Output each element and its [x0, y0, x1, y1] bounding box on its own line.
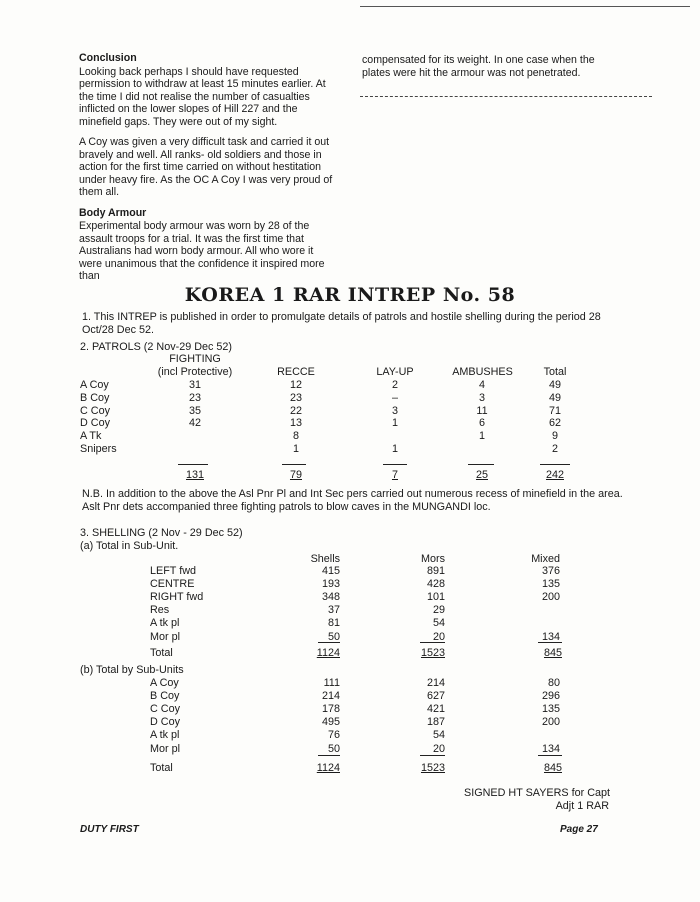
shelling-row-unit: C Coy	[150, 703, 180, 716]
total-layup: 7	[391, 469, 398, 481]
patrol-row-total: 62	[548, 417, 561, 430]
shelling-row-mors: 29	[432, 604, 445, 617]
col-fighting: FIGHTING	[169, 353, 221, 365]
patrol-row-unit: B Coy	[80, 391, 110, 404]
col-ambushes: AMBUSHES	[452, 366, 513, 378]
total-shells-b: 1124	[316, 762, 340, 774]
shelling-row-shells: 50	[327, 630, 340, 643]
patrol-row-unit: D Coy	[80, 417, 110, 430]
body-armour-paragraph: Experimental body armour was worn by 28 of the assault troops for a trial. It was the first time that Australians had worn body armour. All who wore it were unanimous that the confidence it inspired more than	[79, 220, 325, 282]
total-mixed-b: 845	[543, 762, 562, 774]
patrol-row-layup: 1	[391, 443, 398, 455]
patrol-row-ambush: 3	[478, 391, 485, 404]
shelling-row-mixed: 134	[541, 630, 560, 643]
shelling-row-mors: 54	[432, 729, 445, 742]
section-divider	[360, 96, 652, 97]
col-layup: LAY-UP	[376, 366, 414, 378]
total-ambushes: 25	[475, 469, 488, 481]
patrol-row-recce: 23	[289, 391, 302, 404]
rule-mixed-b	[538, 755, 562, 756]
shelling-row-mors: 187	[426, 716, 445, 729]
patrol-row-layup: 3	[391, 404, 398, 417]
shelling-row-unit: B Coy	[150, 690, 180, 703]
shelling-row-unit: Mor pl	[150, 630, 180, 643]
col-shells: Shells	[310, 553, 340, 565]
shelling-row-mixed: 296	[541, 690, 560, 703]
shelling-row-mixed: 135	[541, 578, 560, 591]
shelling-row-unit: RIGHT fwd	[150, 591, 204, 604]
shelling-row-shells: 348	[321, 591, 340, 604]
shelling-row-shells: 495	[321, 716, 340, 729]
patrol-row-fighting: 31	[188, 379, 201, 391]
conclusion-heading: Conclusion	[79, 52, 137, 64]
patrol-row-total: 49	[548, 391, 561, 404]
shelling-row-unit: Res	[150, 604, 170, 617]
shelling-row-shells: 50	[327, 742, 340, 755]
patrol-row-layup: –	[391, 391, 398, 404]
shelling-heading: 3. SHELLING (2 Nov - 29 Dec 52)	[80, 527, 243, 539]
intro-paragraph: 1. This INTREP is published in order to promulgate details of patrols and hostile shelling during the period 28 Oct/28 Dec 52.	[82, 311, 601, 336]
patrol-row-fighting: 42	[188, 417, 201, 430]
shelling-row-mors: 428	[426, 578, 445, 591]
rule-total	[540, 464, 570, 465]
patrol-row-recce: 22	[289, 404, 302, 417]
patrol-row-ambush: 6	[478, 417, 485, 430]
total-label-b: Total	[150, 762, 173, 774]
top-rule	[360, 6, 690, 7]
patrol-row-recce: 8	[292, 430, 299, 443]
patrol-row-recce: 13	[289, 417, 302, 430]
shelling-row-shells: 193	[321, 578, 340, 591]
shelling-row-unit: D Coy	[150, 716, 180, 729]
rule-recce	[282, 464, 306, 465]
shelling-row-mors: 891	[426, 565, 445, 577]
shelling-row-mors: 421	[426, 703, 445, 716]
col-fighting-sub: (incl Protective)	[157, 366, 233, 378]
conclusion-paragraph-1: Looking back perhaps I should have requested permission to withdraw at least 15 minutes earlier. At the time I did not realise the number of casualties inflicted on the lower slopes of Hill 227 and the minefield gaps. They were out of my sight.	[79, 65, 326, 128]
patrol-row-total: 71	[548, 404, 561, 417]
shelling-row-shells: 76	[327, 729, 340, 742]
rule-ambushes	[468, 464, 494, 465]
shelling-row-unit: A tk pl	[150, 617, 180, 630]
total-recce: 79	[289, 469, 302, 481]
total-shells-a: 1124	[316, 647, 340, 659]
right-column-paragraph: compensated for its weight. In one case when the plates were hit the armour was not penetrated.	[362, 54, 595, 79]
patrol-row-unit: C Coy	[80, 404, 110, 417]
total-total: 242	[545, 469, 564, 481]
shelling-row-mors: 20	[432, 630, 445, 643]
right-column	[362, 54, 622, 87]
shelling-row-unit: A tk pl	[150, 729, 180, 742]
shelling-row-unit: Mor pl	[150, 742, 180, 755]
body-armour-heading: Body Armour	[79, 206, 147, 219]
shelling-row-mors: 20	[432, 742, 445, 755]
signature-line-2: Adjt 1 RAR	[555, 800, 609, 812]
patrol-row-fighting: 23	[188, 391, 201, 404]
patrol-row-unit: A Coy	[80, 379, 109, 391]
shelling-row-unit: CENTRE	[150, 578, 195, 591]
shelling-row-unit: A Coy	[150, 677, 179, 689]
shelling-row-mixed: 376	[541, 565, 560, 577]
total-mors-a: 1523	[420, 647, 445, 659]
patrol-row-ambush: 11	[476, 404, 488, 417]
intrep-title: KOREA 1 RAR INTREP No. 58	[184, 284, 516, 306]
rule-mixed-a	[538, 642, 562, 643]
shelling-row-shells: 37	[327, 604, 340, 617]
patrol-row-fighting: 35	[188, 404, 201, 417]
rule-shells-a	[318, 642, 340, 643]
shelling-sub-a: (a) Total in Sub-Unit.	[80, 540, 179, 552]
shelling-row-shells: 214	[321, 690, 340, 703]
rule-layup	[383, 464, 407, 465]
patrol-row-total: 2	[551, 443, 558, 455]
shelling-row-mixed: 200	[541, 716, 560, 729]
rule-fighting	[178, 464, 208, 465]
col-total: Total	[543, 366, 567, 378]
patrol-row-layup: 1	[391, 417, 398, 430]
signature-line-1: SIGNED HT SAYERS for Capt	[464, 787, 611, 799]
shelling-row-mixed: 135	[541, 703, 560, 716]
shelling-sub-b: (b) Total by Sub-Units	[80, 664, 184, 676]
col-recce: RECCE	[277, 366, 315, 378]
total-label-a: Total	[150, 647, 173, 659]
patrol-row-recce: 12	[289, 379, 302, 391]
patrol-row-unit: A Tk	[80, 430, 102, 443]
patrol-row-recce: 1	[292, 443, 299, 455]
shelling-row-shells: 111	[323, 677, 340, 689]
shelling-row-mors: 101	[426, 591, 445, 604]
page-number: Page 27	[560, 824, 598, 835]
shelling-row-shells: 178	[321, 703, 340, 716]
rule-mors-a	[420, 642, 445, 643]
shelling-row-mixed: 200	[541, 591, 560, 604]
patrol-row-total: 49	[548, 379, 561, 391]
shelling-row-shells: 81	[327, 617, 340, 630]
shelling-row-unit: LEFT fwd	[150, 565, 197, 577]
shelling-row-shells: 415	[321, 565, 340, 577]
col-mixed: Mixed	[531, 553, 560, 565]
patrols-note: N.B. In addition to the above the Asl Pnr Pl and Int Sec pers carried out numerous recess of minefield in the area. Aslt Pnr dets accompanied three fighting patrols to blow caves in the MUNGANDI loc.	[82, 488, 623, 513]
total-fighting: 131	[185, 469, 204, 481]
rule-mors-b	[420, 755, 445, 756]
col-mors: Mors	[421, 553, 445, 565]
left-column	[79, 52, 339, 291]
footer-motto: DUTY FIRST	[80, 824, 139, 835]
patrol-row-ambush: 1	[478, 430, 485, 443]
shelling-row-mors: 214	[426, 677, 445, 689]
shelling-row-mors: 627	[426, 690, 445, 703]
total-mors-b: 1523	[420, 762, 445, 774]
patrols-heading: 2. PATROLS (2 Nov-29 Dec 52)	[80, 341, 233, 353]
rule-shells-b	[318, 755, 340, 756]
patrol-row-unit: Snipers	[80, 443, 117, 455]
patrol-row-total: 9	[551, 430, 558, 443]
total-mixed-a: 845	[543, 647, 562, 659]
conclusion-paragraph-2: A Coy was given a very difficult task and carried it out bravely and well. All ranks- old soldiers and those in action for the first time carried on without hestitation under heavy fire. As the OC A Coy I was very proud of them all.	[79, 136, 333, 198]
patrol-row-layup: 2	[391, 379, 398, 391]
shelling-row-mixed: 80	[547, 677, 560, 689]
shelling-row-mixed: 134	[541, 742, 560, 755]
shelling-row-mors: 54	[432, 617, 445, 630]
patrol-row-ambush: 4	[478, 379, 485, 391]
